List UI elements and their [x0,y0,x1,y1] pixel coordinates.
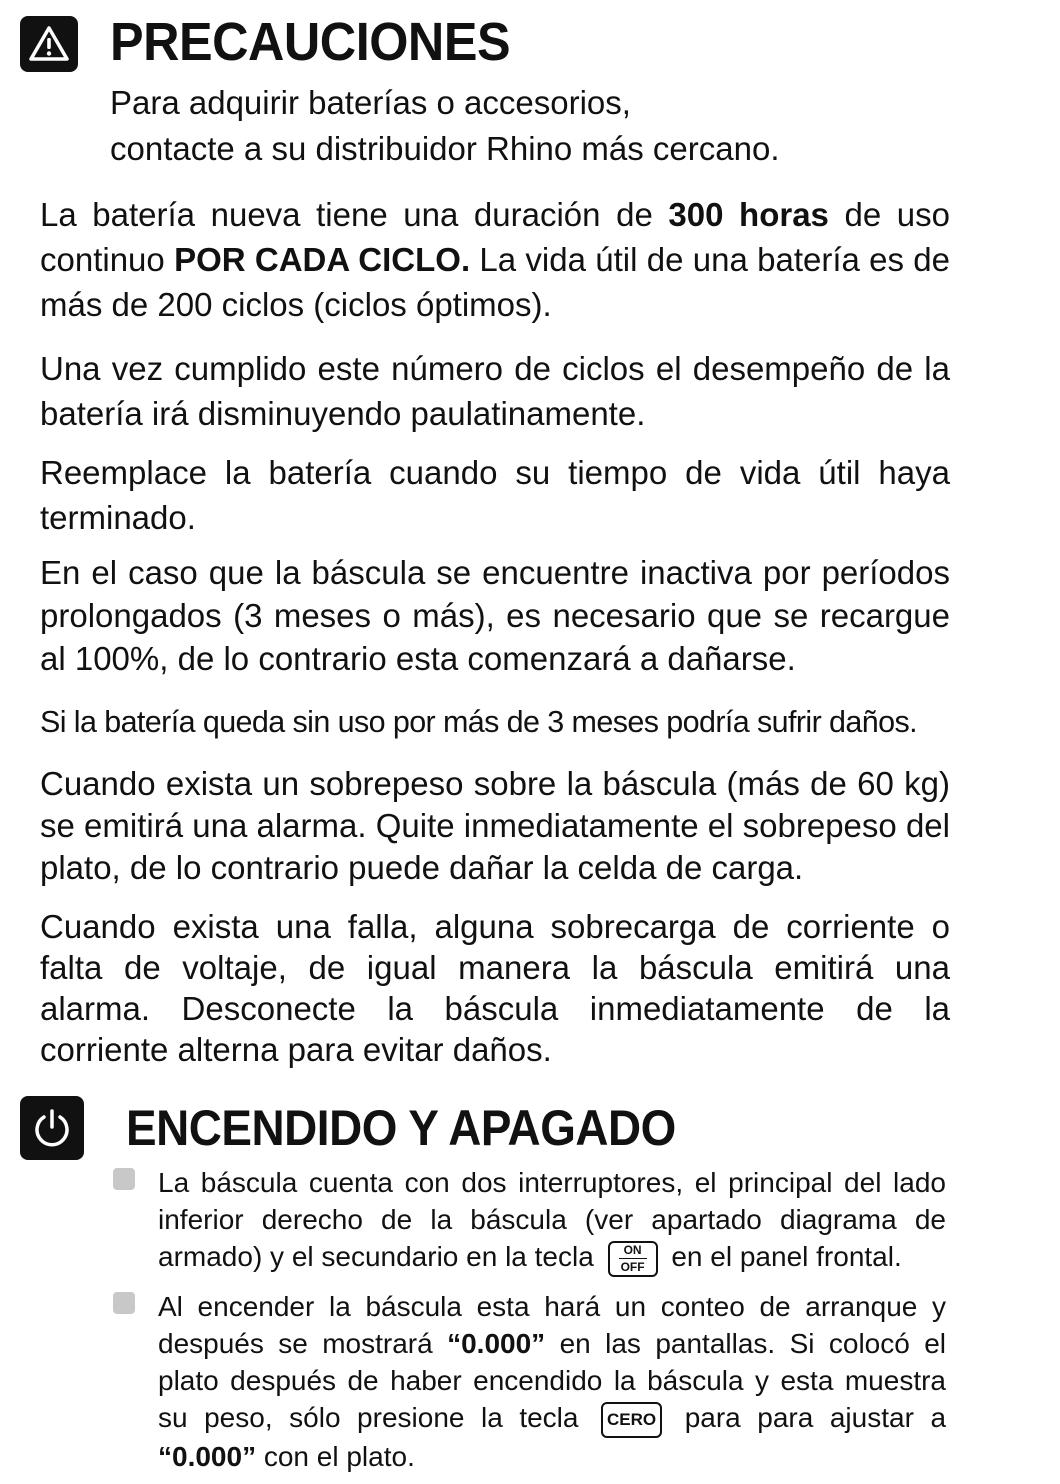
subtitle-line-1: Para adquirir baterías o accesorios, [110,84,631,121]
bullet-text-startup [158,1288,946,1475]
b2-zero-value-2: “0.000” [158,1440,257,1472]
b1-text-b: en el panel frontal. [663,1241,902,1272]
power-icon [20,1096,84,1160]
paragraph-replace: Reemplace la batería cuando su tiempo de vida útil haya terminado. [40,454,950,536]
b2-text-d: para para ajustar a [668,1402,947,1433]
b2-text-c: en las pantallas. Si colocó el plato después de haber encendido la báscula y esta muestra su peso, sólo presione la tecla [158,1328,946,1433]
paragraph-battery-duration [40,192,950,327]
section-subtitle [110,80,1010,172]
bullet-square-icon [113,1292,135,1314]
key-on-label: ON [623,1243,642,1258]
paragraph-unused: Si la batería queda sin uso por más de 3 meses podría sufrir daños. [40,705,918,739]
key-off-label: OFF [620,1260,645,1275]
bullet-square-icon [113,1168,135,1190]
section-title-encendido: ENCENDIDO Y APAGADO [126,1100,676,1156]
b2-text-f: con el plato. [256,1440,415,1472]
paragraph-cycles: Una vez cumplido este número de ciclos el desempeño de la batería irá disminuyendo paulatinamente. [40,350,950,432]
p1-text-c: de uso continuo [40,196,950,278]
p1-bold-hours: 300 horas [668,196,829,233]
b1-text-a: La báscula cuenta con dos interruptores, el principal del lado inferior derecho de la báscula (ver apartado diagrama de armado) y el secundario en la tecla [158,1167,946,1272]
p1-text-a: La batería nueva tiene una duración de [40,196,669,233]
paragraph-inactive: En el caso que la báscula se encuentre inactiva por períodos prolongados (3 meses o más), es necesario que se recargue al 100%, de lo contrario esta comenzará a dañarse. [40,554,950,677]
warning-icon [20,16,78,72]
section-title-precauciones: PRECAUCIONES [110,12,511,72]
b2-text-a: Al encender la báscula esta hará un conteo de arranque y después se mostrará [158,1291,946,1359]
b2-zero-value: “0.000” [447,1328,546,1359]
cero-key-icon [601,1402,662,1438]
key-cero-label: CERO [607,1410,657,1430]
on-off-key-icon [608,1241,658,1277]
paragraph-failure: Cuando exista una falla, alguna sobrecarga de corriente o falta de voltaje, de igual manera la báscula emitirá una alarma. Desconecte la báscula inmediatamente de la corriente alterna para evitar daños. [40,908,950,1068]
bullet-text-switches [158,1164,946,1277]
subtitle-line-2: contacte a su distribuidor Rhino más cercano. [110,130,780,167]
p1-text-e: La vida útil de una batería es de más de 200 ciclos (ciclos óptimos). [40,241,951,323]
paragraph-overweight: Cuando exista un sobrepeso sobre la báscula (más de 60 kg) se emitirá una alarma. Quite inmediatamente el sobrepeso del plato, de lo contrario puede dañar la celda de carga. [40,765,950,886]
p1-bold-cycle: POR CADA CICLO. [174,241,471,278]
